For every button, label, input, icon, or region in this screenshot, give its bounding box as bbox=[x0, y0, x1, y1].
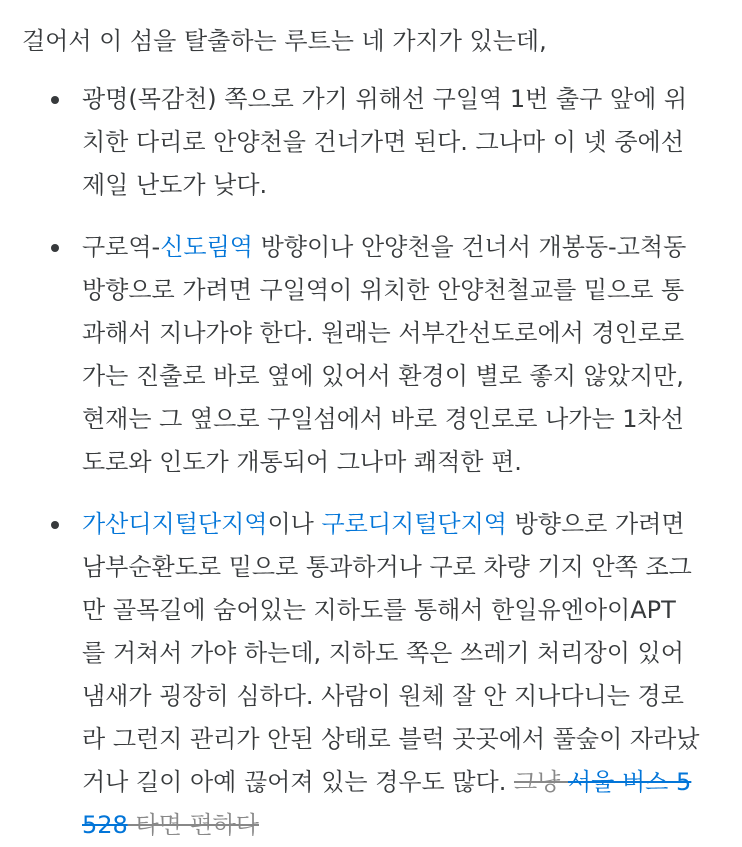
list-item bbox=[22, 226, 720, 484]
text-line: 광명(목감천) 쪽으로 가기 위해선 구일역 1번 출구 앞에 위 bbox=[82, 85, 688, 113]
text-line: 남부순환도로 밑으로 통과하거나 구로 차량 기지 안쪽 조그 bbox=[82, 553, 692, 581]
text-line: 를 거쳐서 가야 하는데, 지하도 쪽은 쓰레기 처리장이 있어 bbox=[82, 639, 684, 667]
text-segment: 이나 bbox=[267, 510, 322, 538]
text-line bbox=[82, 804, 720, 847]
text-segment: 방향으로 가려면 bbox=[506, 510, 685, 538]
intro-paragraph: 걸어서 이 섬을 탈출하는 루트는 네 가지가 있는데, bbox=[22, 27, 547, 55]
text-segment: 구로역- bbox=[82, 233, 161, 261]
bullet-icon bbox=[51, 96, 59, 104]
text-line bbox=[82, 503, 720, 546]
text-line: 과해서 지나가야 한다. 원래는 서부간선도로에서 경인로로 bbox=[82, 319, 685, 347]
text-line: 만 골목길에 숨어있는 지하도를 통해서 한일유엔아이APT bbox=[82, 596, 676, 624]
routes-list bbox=[22, 78, 720, 847]
text-line: 냄새가 굉장히 심하다. 사람이 원체 잘 안 지나다니는 경로 bbox=[82, 682, 684, 710]
bullet-icon bbox=[51, 244, 59, 252]
link-seoul-bus-5528[interactable]: 서울 버스 5 bbox=[567, 768, 692, 796]
strikethrough-text bbox=[82, 811, 259, 839]
text-line: 현재는 그 옆으로 구일섬에서 바로 경인로로 나가는 1차선 bbox=[82, 405, 684, 433]
text-segment: 타면 편하다 bbox=[127, 811, 259, 839]
text-line: 치한 다리로 안양천을 건너가면 된다. 그나마 이 넷 중에선 bbox=[82, 128, 684, 156]
list-item bbox=[22, 503, 720, 847]
text-line: 방향으로 가려면 구일역이 위치한 안양천철교를 밑으로 통 bbox=[82, 276, 685, 304]
link-seoul-bus-5528-cont[interactable]: 528 bbox=[82, 811, 128, 839]
link-guro-digital-station[interactable]: 구로디지털단지역 bbox=[321, 510, 507, 538]
text-segment: 방향이나 안양천을 건너서 개봉동-고척동 bbox=[252, 233, 687, 261]
text-line: 가는 진출로 바로 옆에 있어서 환경이 별로 좋지 않았지만, bbox=[82, 362, 684, 390]
text-line: 도로와 인도가 개통되어 그나마 쾌적한 편. bbox=[82, 448, 522, 476]
link-gasan-digital-station[interactable]: 가산디지털단지역 bbox=[82, 510, 268, 538]
text-line bbox=[82, 761, 720, 804]
text-line bbox=[82, 226, 720, 269]
text-segment: 거나 길이 아예 끊어져 있는 경우도 많다. bbox=[82, 768, 514, 796]
text-line: 제일 난도가 낮다. bbox=[82, 171, 268, 199]
bullet-icon bbox=[51, 521, 59, 529]
strikethrough-text bbox=[514, 768, 691, 796]
link-sindorim-station[interactable]: 신도림역 bbox=[160, 233, 253, 261]
text-line: 라 그런지 관리가 안된 상태로 블럭 곳곳에서 풀숲이 자라났 bbox=[82, 725, 700, 753]
text-segment: 그냥 bbox=[513, 768, 568, 796]
list-item bbox=[22, 78, 720, 207]
